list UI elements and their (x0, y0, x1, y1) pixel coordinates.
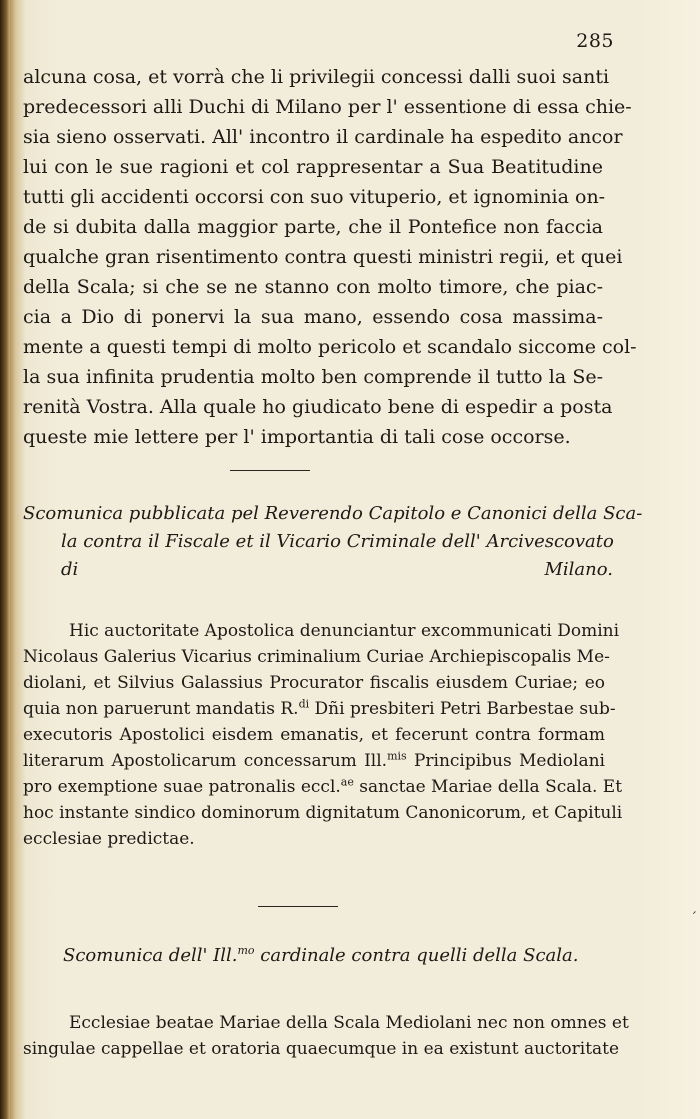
section-divider (258, 906, 338, 907)
text-line: ecclesiae predictae. (23, 829, 195, 849)
text-line: lui con le sue ragioni et col rappresentar a Sua Beatitudine (23, 156, 603, 178)
text-line: executoris Apostolici eisdem emanatis, et fecerunt contra formam (23, 725, 605, 745)
text-line: Ecclesiae beatae Mariae della Scala Mediolani nec non omnes et (69, 1013, 629, 1033)
section-heading-scomunica-cardinale: Scomunica dell' Ill.$^{mo}$ cardinale contra quelli della Scala. (63, 944, 579, 966)
book-gutter (0, 0, 10, 1119)
text-line: de si dubita dalla maggior parte, che il Pontefice non faccia (23, 216, 603, 238)
heading-line: di Milano. (61, 559, 613, 580)
text-line: Hic auctoritate Apostolica denunciantur excommunicati Domini (69, 621, 620, 641)
text-line: renità Vostra. Alla quale ho giudicato bene di espedir a posta (23, 396, 613, 418)
text-line: singulae cappellae et oratoria quaecumque in ea existunt auctoritate (23, 1039, 620, 1059)
section-divider (230, 470, 310, 471)
text-line: mente a questi tempi di molto pericolo et scandalo siccome col- (23, 336, 637, 358)
text-line: sia sieno osservati. All' incontro il cardinale ha espedito ancor (23, 126, 623, 148)
margin-mark: ′ (692, 910, 696, 926)
text-line: literarum Apostolicarum concessarum Ill.$^{mis}$ Principibus Mediolani (23, 749, 605, 771)
text-line: tutti gli accidenti occorsi con suo vituperio, et ignominia on- (23, 186, 606, 208)
text-line: quia non paruerunt mandatis R.$^{di}$ Dñi presbiteri Petri Barbestae sub- (23, 697, 616, 719)
text-line: qualche gran risentimento contra questi ministri regii, et quei (23, 246, 623, 268)
text-line: la sua infinita prudentia molto ben comprende il tutto la Se- (23, 366, 603, 388)
heading-line: la contra il Fiscale et il Vicario Criminale dell' Arcivescovato (61, 531, 614, 552)
text-line: pro exemptione suae patronalis eccl.$^{ae}$ sanctae Mariae della Scala. Et (23, 775, 623, 797)
text-line: cia a Dio di ponervi la sua mano, essendo cosa massima- (23, 306, 603, 328)
section-heading-scomunica-capitolo (23, 500, 643, 584)
latin-church-paragraph (23, 1010, 629, 1062)
text-line: della Scala; si che se ne stanno con molto timore, che piac- (23, 276, 603, 298)
latin-excommunication-paragraph (23, 618, 623, 852)
page-number: 285 (576, 30, 614, 52)
text-line: alcuna cosa, et vorrà che li privilegii concessi dalli suoi santi (23, 66, 610, 88)
text-line: diolani, et Silvius Galassius Procurator fiscalis eiusdem Curiae; eo (23, 673, 605, 693)
italian-letter-paragraph (23, 62, 637, 452)
text-line: queste mie lettere per l' importantia di tali cose occorse. (23, 426, 571, 448)
text-line: Nicolaus Galerius Vicarius criminalium Curiae Archiepiscopalis Me- (23, 647, 610, 667)
text-line: hoc instante sindico dominorum dignitatum Canonicorum, et Capituli (23, 803, 623, 823)
text-line: predecessori alli Duchi di Milano per l' essentione di essa chie- (23, 96, 632, 118)
heading-line: Scomunica pubblicata pel Reverendo Capitolo e Canonici della Sca- (23, 503, 643, 524)
